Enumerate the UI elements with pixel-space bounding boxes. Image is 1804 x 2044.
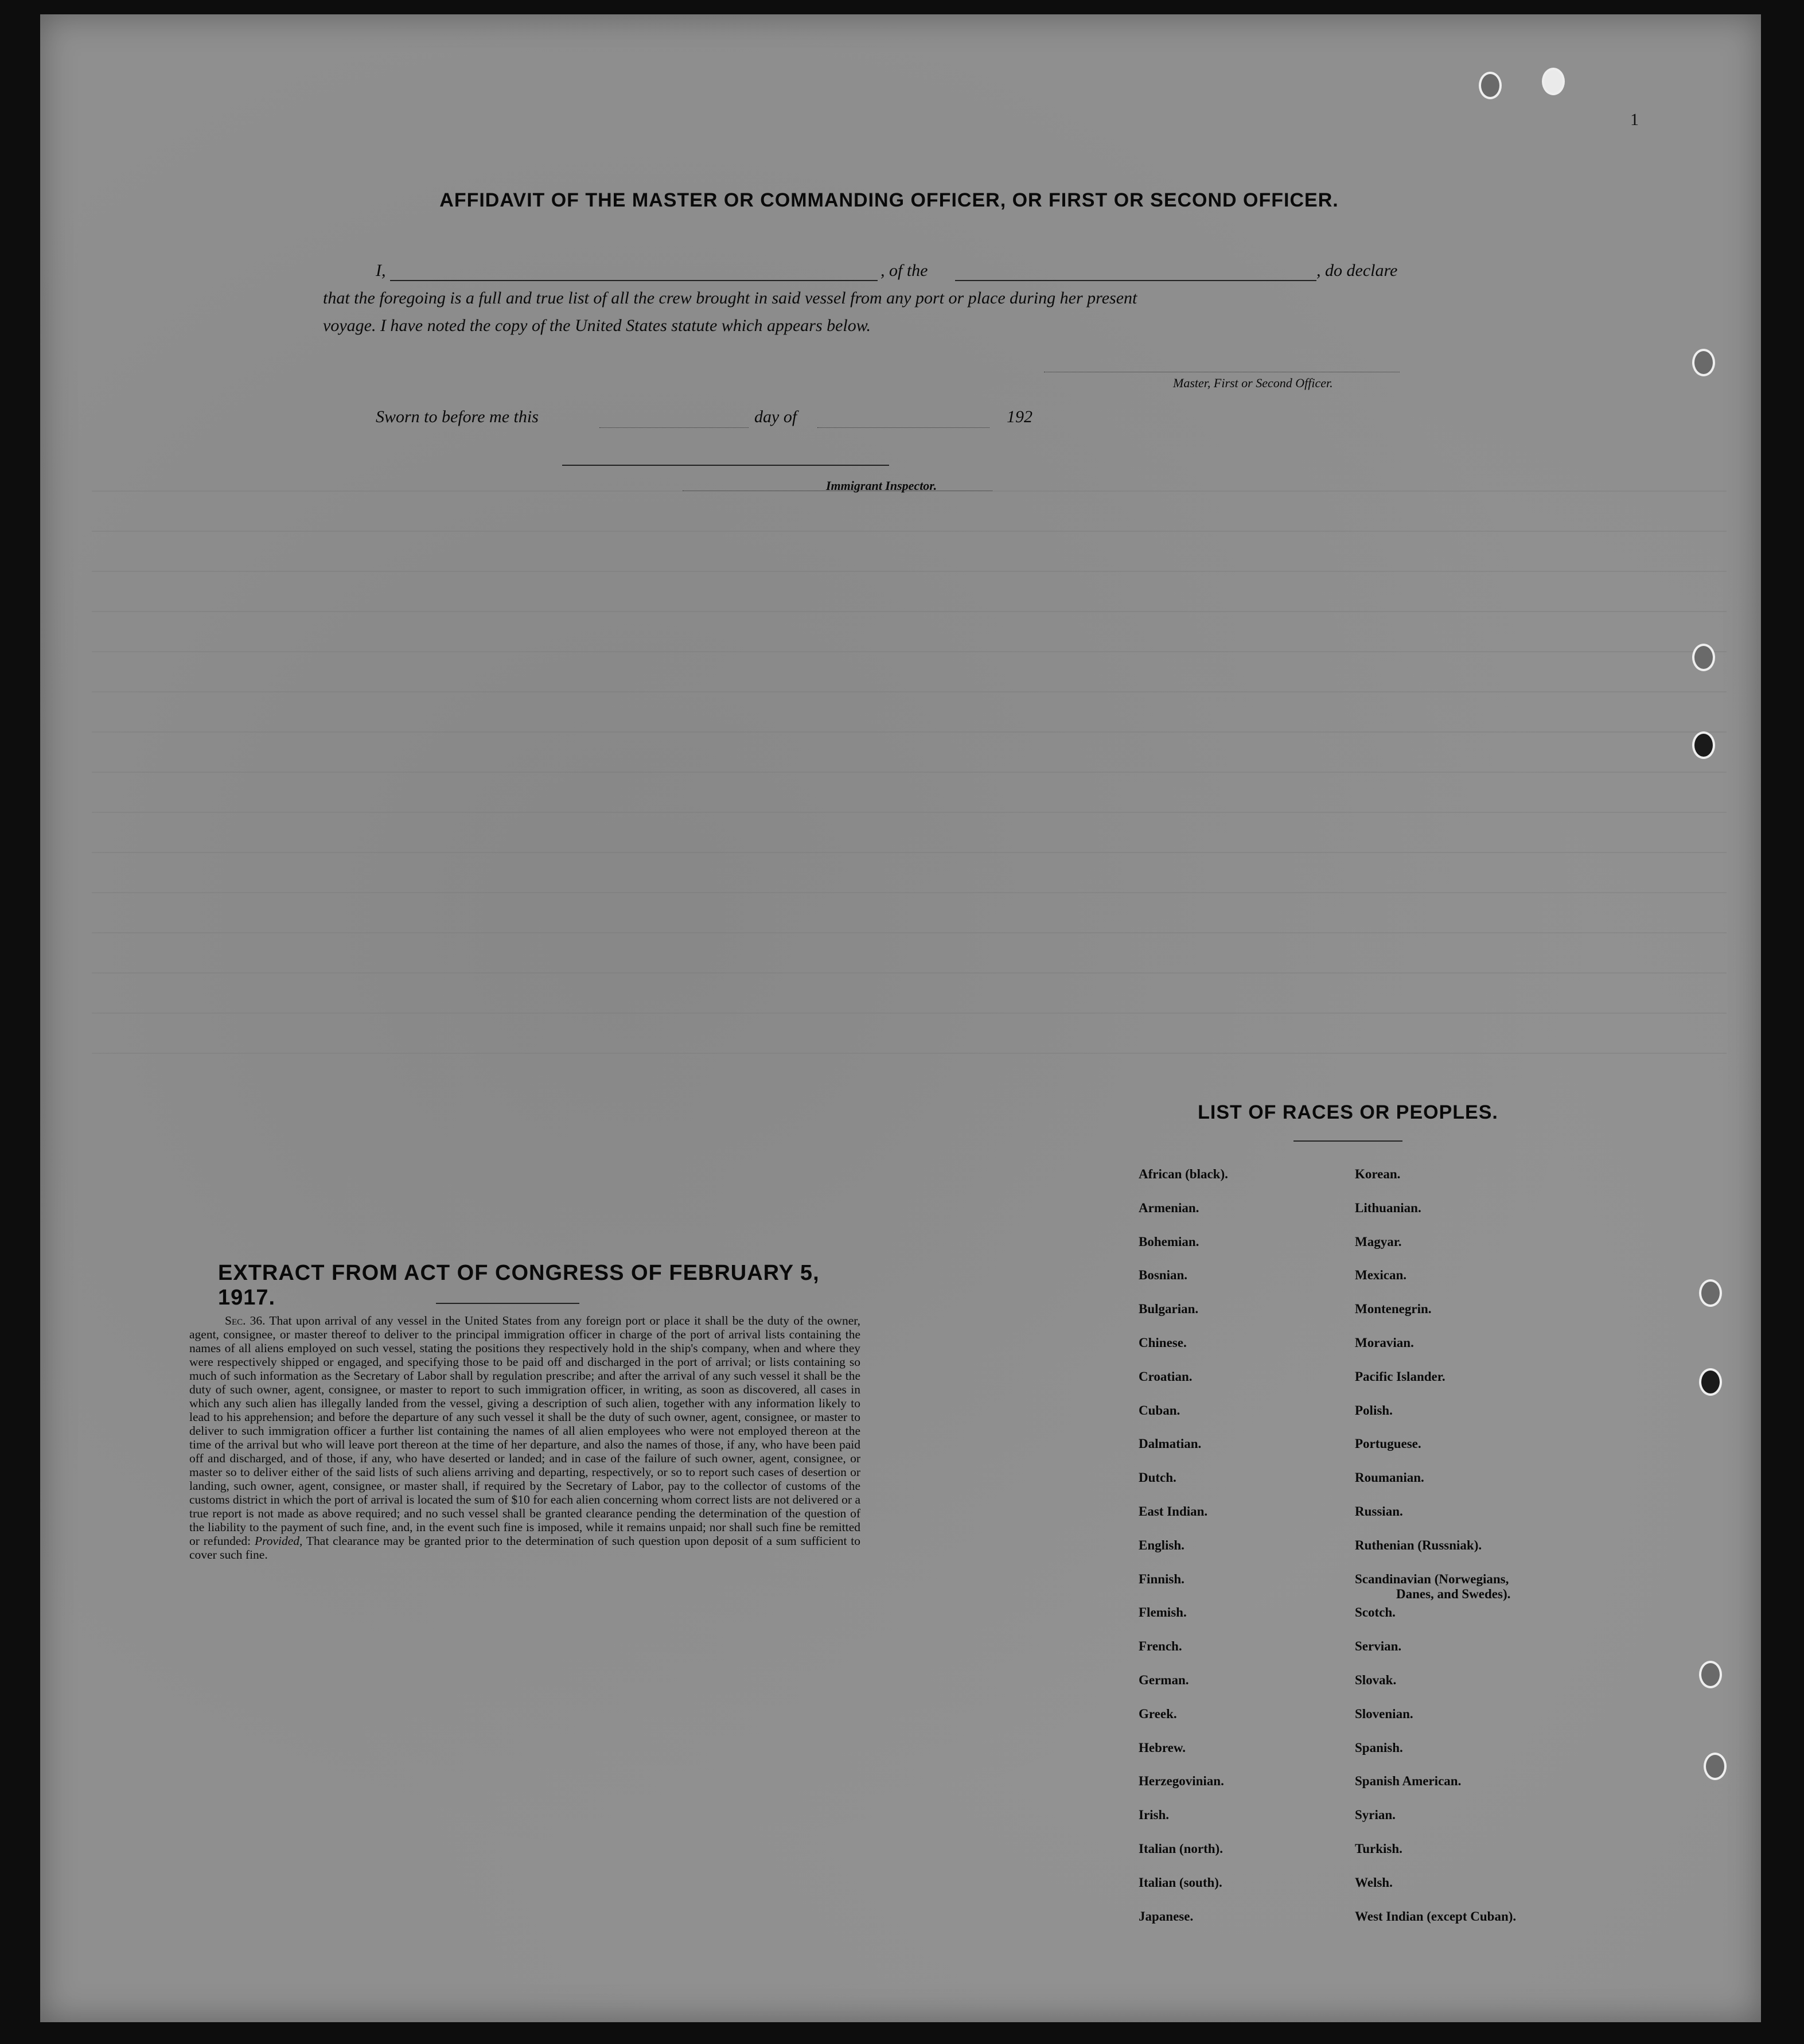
race-item: Mexican. <box>1355 1268 1407 1283</box>
sworn-month-blank <box>817 427 989 428</box>
race-item: Polish. <box>1355 1403 1393 1418</box>
race-item: Ruthenian (Russniak). <box>1355 1537 1482 1552</box>
bleed-rule <box>92 731 1727 733</box>
race-item: German. <box>1139 1672 1189 1687</box>
sworn-day-blank <box>599 427 749 428</box>
binder-hole <box>1692 644 1715 671</box>
race-item: Hebrew. <box>1139 1740 1186 1755</box>
inspector-label: Immigrant Inspector. <box>826 478 937 493</box>
section-label: Sec. 36. <box>225 1314 266 1327</box>
race-item: West Indian (except Cuban). <box>1355 1909 1517 1924</box>
race-item: Servian. <box>1355 1639 1402 1654</box>
race-item: Italian (north). <box>1139 1841 1223 1856</box>
bleed-rule <box>92 571 1727 572</box>
binder-hole <box>1692 349 1715 376</box>
race-item: Montenegrin. <box>1355 1302 1432 1317</box>
bleed-rule <box>92 691 1727 692</box>
bleed-rule <box>92 932 1727 933</box>
race-item: Portuguese. <box>1355 1436 1421 1451</box>
race-item: Dutch. <box>1139 1470 1176 1485</box>
extract-title: EXTRACT FROM ACT OF CONGRESS OF FEBRUARY 5, 1917. <box>218 1261 820 1310</box>
race-item: Spanish American. <box>1355 1774 1462 1789</box>
race-item: African (black). <box>1139 1167 1228 1181</box>
bleed-rule <box>92 892 1727 893</box>
sworn-day-of: day of <box>754 407 797 426</box>
race-item: East Indian. <box>1139 1504 1208 1519</box>
bleed-rule <box>92 1013 1727 1014</box>
affidavit-declare: , do declare <box>1316 261 1398 280</box>
race-item: Herzegovinian. <box>1139 1774 1224 1789</box>
race-item: Croatian. <box>1139 1369 1193 1384</box>
signature-label: Master, First or Second Officer. <box>1173 376 1333 390</box>
affidavit-line2: that the foregoing is a full and true list of all the crew brought in said vessel from any port or place during her present <box>323 289 1137 307</box>
affidavit-of-the: , of the <box>880 261 928 280</box>
races-right-column <box>1355 1166 1516 1942</box>
races-left-column <box>1139 1166 1228 1942</box>
page-number: 1 <box>1630 110 1639 129</box>
race-item: Japanese. <box>1139 1909 1194 1924</box>
binder-hole <box>1699 1661 1722 1688</box>
binder-hole <box>1542 68 1565 95</box>
section-text: That upon arrival of any vessel in the United States from any foreign port or place it shall be the duty of the owner, agent, consignee, or master thereof to deliver to the principal immigration officer in charge of the port of arrival lists containing the names of all aliens employed on such vessel, stating the positions they respectively hold in the ship's company, when and where they were respectively shipped or engaged, and specifying those to be paid off and discharged in the port of arrival; or lists containing so much of such information as the Secretary of Labor shall by regulation prescribe; and after the arrival of any such vessel it shall be the duty of such owner, agent, consignee, or master to report to such immigration officer, in writing, as soon as discovered, all cases in which any such alien has illegally landed from the vessel, giving a description of such alien, together with any information likely to lead to his apprehension; and before the departure of any such vessel it shall be the duty of such owner, agent, consignee, or master to deliver to such immigration officer a further list containing the names of all alien employees who were not employed thereon at the time of the arrival but who will leave port thereon at the time of her departure, and also the names of those, if any, who have been paid off and discharged, and of those, if any, who have deserted or landed; and in case of the failure of such owner, agent, consignee, or master so to deliver either of the said lists of such aliens arriving and departing, respectively, or so to report such cases of desertion or landing, such owner, agent, consignee, or master shall, if required by the Secretary of Labor, pay to the collector of customs of the customs district in which the port of arrival is located the sum of $10 for each alien concerning whom correct lists are not delivered or a true report is not made as above required; and no such vessel shall be granted clearance pending the determination of the question of the liability to the payment of such fine, and, in the event such fine is imposed, while it remains unpaid; nor shall such fine be remitted or refunded: <box>189 1314 860 1548</box>
race-item: Slovak. <box>1355 1672 1397 1687</box>
race-item: Armenian. <box>1139 1200 1199 1215</box>
bleed-rule <box>92 772 1727 773</box>
race-item: English. <box>1139 1537 1185 1552</box>
bleed-rule <box>92 852 1727 853</box>
race-item: Bosnian. <box>1139 1268 1188 1283</box>
race-item: Chinese. <box>1139 1335 1187 1350</box>
extract-title-rule <box>436 1303 579 1304</box>
race-item: Dalmatian. <box>1139 1436 1202 1451</box>
race-item: Magyar. <box>1355 1234 1402 1249</box>
race-item: Turkish. <box>1355 1841 1402 1856</box>
bleed-rule <box>92 972 1727 974</box>
race-item: Spanish. <box>1355 1740 1403 1755</box>
race-item: Greek. <box>1139 1706 1177 1721</box>
binder-hole <box>1699 1368 1722 1396</box>
race-item: Italian (south). <box>1139 1875 1222 1890</box>
bleed-rule <box>92 531 1727 532</box>
bleed-rule <box>92 812 1727 813</box>
vessel-blank <box>955 280 1316 281</box>
binder-hole <box>1704 1753 1727 1780</box>
race-item: Roumanian. <box>1355 1470 1424 1485</box>
race-item: Russian. <box>1355 1504 1403 1519</box>
race-item: Finnish. <box>1139 1571 1185 1586</box>
race-item: Pacific Islander. <box>1355 1369 1445 1384</box>
sworn-year: 192 <box>1007 407 1032 426</box>
race-item: Scandinavian (Norwegians, <box>1355 1571 1509 1586</box>
race-item: French. <box>1139 1639 1182 1654</box>
binder-hole <box>1692 731 1715 759</box>
race-item: Welsh. <box>1355 1875 1393 1890</box>
bleed-rule <box>92 611 1727 612</box>
race-item-continuation: Danes, and Swedes). <box>1396 1586 1511 1601</box>
inspector-sign-line <box>562 465 889 466</box>
race-item: Slovenian. <box>1355 1706 1413 1721</box>
affidavit-i: I, <box>376 261 386 280</box>
sworn-prefix: Sworn to before me this <box>376 407 539 426</box>
race-item: Scotch. <box>1355 1605 1396 1620</box>
binder-hole <box>1479 72 1502 99</box>
bleed-rule <box>92 1053 1727 1054</box>
race-item: Flemish. <box>1139 1605 1187 1620</box>
name-blank <box>390 280 878 281</box>
affidavit-title: AFFIDAVIT OF THE MASTER OR COMMANDING OFFICER, OR FIRST OR SECOND OFFICER. <box>439 189 1339 211</box>
race-item: Moravian. <box>1355 1335 1414 1350</box>
affidavit-line3: voyage. I have noted the copy of the United States statute which appears below. <box>323 316 871 335</box>
race-item: Irish. <box>1139 1808 1170 1823</box>
bleed-rule <box>92 651 1727 652</box>
race-item: Lithuanian. <box>1355 1200 1421 1215</box>
race-item: Bulgarian. <box>1139 1302 1199 1317</box>
race-item-scandinavian <box>1355 1571 1516 1605</box>
provided-word: Provided, <box>255 1534 303 1548</box>
extract-body <box>189 1314 860 1562</box>
binder-hole <box>1699 1279 1722 1307</box>
race-item: Korean. <box>1355 1167 1401 1181</box>
race-item: Cuban. <box>1139 1403 1180 1418</box>
race-item: Syrian. <box>1355 1808 1396 1823</box>
race-item: Bohemian. <box>1139 1234 1199 1249</box>
section-text-end: That clearance may be granted prior to the determination of such question upon deposit of a sum sufficient to cover such fine. <box>189 1534 861 1562</box>
races-title-rule <box>1293 1140 1402 1142</box>
races-title: LIST OF RACES OR PEOPLES. <box>1198 1101 1498 1123</box>
